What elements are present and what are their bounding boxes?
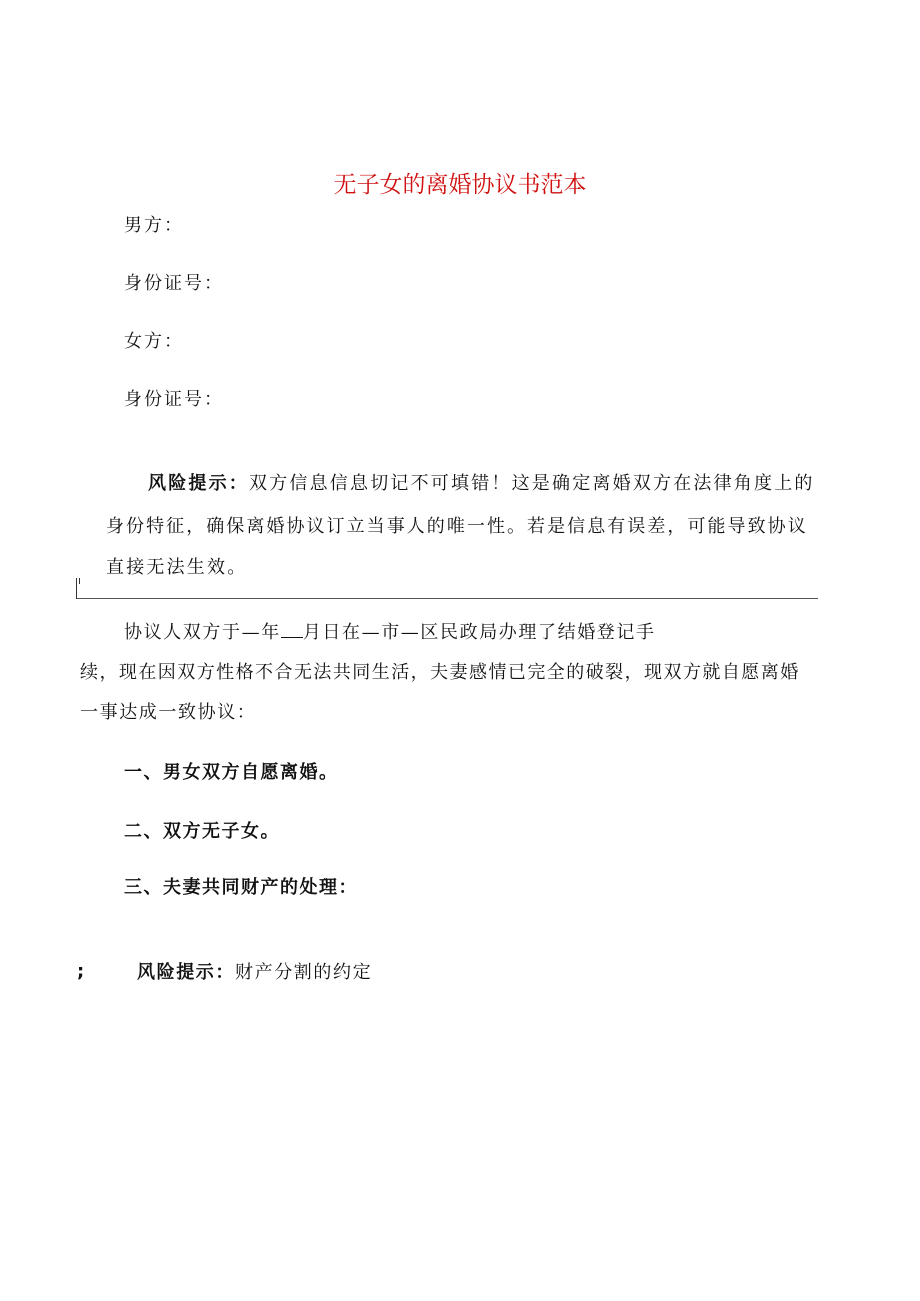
risk-notice-label: 风险提示： (137, 962, 235, 983)
intro-line-1-part-b: 月日在—市—区民政局办理了结婚登记手 (302, 622, 656, 643)
risk-notice-line (137, 958, 372, 984)
risk-notice-label: 风险提示： (148, 473, 249, 494)
male-id-field-label: 身份证号： (124, 273, 224, 294)
female-id-field-label: 身份证号： (124, 389, 224, 410)
risk-notice-line-2: 身份特征，确保离婚协议订立当事人的唯一性。若是信息有误差，可能导致协议 (106, 516, 808, 537)
clause-item: 三、夫妻共同财产的处理： (124, 877, 358, 898)
clause-item: 一、男女双方自愿离婚。 (124, 762, 339, 783)
intro-line-3: 一事达成一致协议： (80, 702, 257, 723)
male-field-label: 男方： (124, 215, 184, 236)
document-title: 无子女的离婚协议书范本 (333, 172, 587, 198)
section-divider (77, 598, 818, 599)
intro-line-2: 续，现在因双方性格不合无法共同生活，夫妻感情已完全的破裂，现双方就自愿离婚 (80, 662, 800, 683)
risk-notice-line-1 (148, 469, 815, 495)
risk-notice-text: 财产分割的约定 (235, 962, 373, 983)
clause-item: 二、双方无子女。 (124, 821, 280, 842)
risk-notice-text-1: 双方信息信息切记不可填错！这是确定离婚双方在法律角度上的 (249, 473, 815, 494)
text-cursor-mark-top (79, 578, 80, 584)
intro-line-1 (124, 618, 656, 644)
risk-notice-line-3: 直接无法生效。 (106, 557, 248, 578)
risk-notice-prefix: ; (77, 961, 85, 982)
female-field-label: 女方： (124, 331, 184, 352)
intro-line-1-part-a: 协议人双方于—年 (124, 622, 281, 643)
text-cursor-mark (76, 578, 77, 599)
date-blank (281, 623, 303, 638)
